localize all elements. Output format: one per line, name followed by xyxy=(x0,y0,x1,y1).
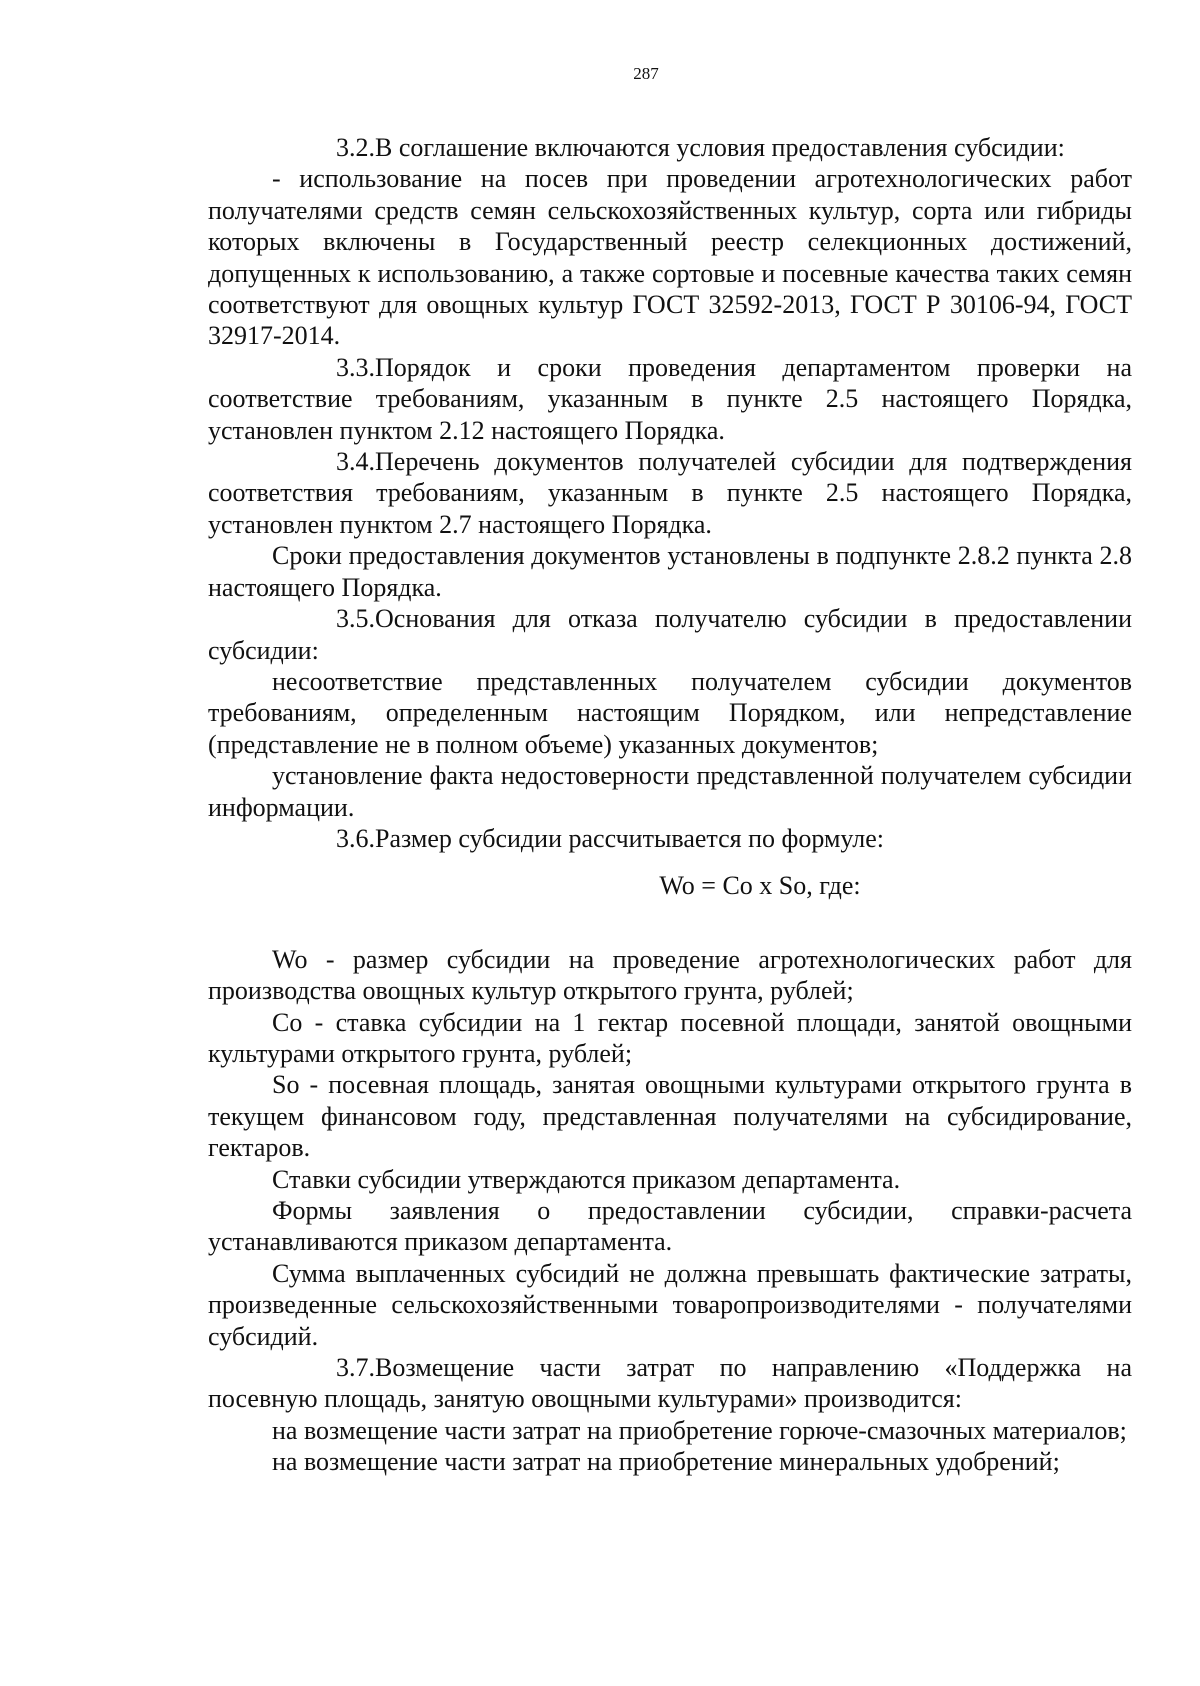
paragraph-text: Перечень документов получателей субсидии для подтверждения соответствия требованиям, указанным в пункте 2.5 настоящего Порядка, установлен пунктом 2.7 настоящего Порядка. xyxy=(208,447,1132,539)
page-number: 287 xyxy=(633,64,659,83)
sum-paragraph: Сумма выплаченных субсидий не должна превышать фактические затраты, произведенные сельскохозяйственными товаропроизводителями - получателями субсидий. xyxy=(208,1258,1132,1351)
section-3-5-item-1: несоответствие представленных получателем субсидии документов требованиям, определенным настоящим Порядком, или непредставление (представление не в полном объеме) указанных документов; xyxy=(208,666,1132,759)
paragraph-text: Порядок и сроки проведения департаментом проверки на соответствие требованиям, указанным в пункте 2.5 настоящего Порядка, установлен пунктом 2.12 настоящего Порядка. xyxy=(208,352,1132,445)
section-3-7 xyxy=(208,1352,1132,1415)
section-3-7-item-1: на возмещение части затрат на приобретение горюче-смазочных материалов; xyxy=(272,1415,1127,1445)
definition-wo: Wo - размер субсидии на проведение агротехнологических работ для производства овощных культур открытого грунта, рублей; xyxy=(208,944,1132,1006)
document-body xyxy=(208,132,1132,1478)
subsidy-formula: Wo = Co x So, где: xyxy=(659,871,861,901)
paragraph-text: Основания для отказа получателю субсидии в предоставлении субсидии: xyxy=(208,604,1132,665)
section-3-7-item-2: на возмещение части затрат на приобретение минеральных удобрений; xyxy=(272,1447,1060,1477)
section-3-3 xyxy=(208,352,1132,446)
section-3-5 xyxy=(208,603,1132,666)
section-3-6 xyxy=(208,823,1132,854)
section-number: 3.5. xyxy=(336,604,375,634)
definition-co: Co - ставка субсидии на 1 гектар посевной площади, занятой овощными культурами открытого грунта, рублей; xyxy=(208,1007,1132,1068)
forms-paragraph: Формы заявления о предоставлении субсидии, справки-расчета устанавливаются приказом департамента. xyxy=(208,1196,1132,1257)
paragraph-text: Размер субсидии рассчитывается по формуле: xyxy=(375,823,885,853)
section-number: 3.6. xyxy=(336,823,375,853)
section-3-2-item: - использование на посев при проведении агротехнологических работ получателями средств семян сельскохозяйственных культур, сорта или гибриды которых включены в Государственный реестр селекционных достижений, допущенных к использованию, а также сортовые и посевные качества таких семян соответствуют для овощных культур ГОСТ 32592-2013, ГОСТ Р 30106-94, ГОСТ 32917-2014. xyxy=(208,164,1132,351)
definition-so: So - посевная площадь, занятая овощными культурами открытого грунта в текущем финансовом году, представленная получателями на субсидирование, гектаров. xyxy=(208,1070,1132,1163)
section-number: 3.4. xyxy=(336,447,375,477)
rates-paragraph: Ставки субсидии утверждаются приказом департамента. xyxy=(272,1164,901,1194)
section-3-4-extra: Сроки предоставления документов установлены в подпункте 2.8.2 пункта 2.8 настоящего Порядка. xyxy=(208,541,1132,602)
section-number: 3.3. xyxy=(336,352,375,382)
section-number: 3.2. xyxy=(336,133,375,162)
section-3-5-item-2: установление факта недостоверности представленной получателем субсидии информации. xyxy=(208,761,1132,822)
paragraph-text: В соглашение включаются условия предоставления субсидии: xyxy=(375,133,1065,162)
section-3-2-heading xyxy=(208,132,1132,163)
section-number: 3.7. xyxy=(336,1353,375,1383)
section-3-4 xyxy=(208,446,1132,540)
paragraph-text: Возмещение части затрат по направлению «Поддержка на посевную площадь, занятую овощными культурами» производится: xyxy=(208,1353,1132,1414)
